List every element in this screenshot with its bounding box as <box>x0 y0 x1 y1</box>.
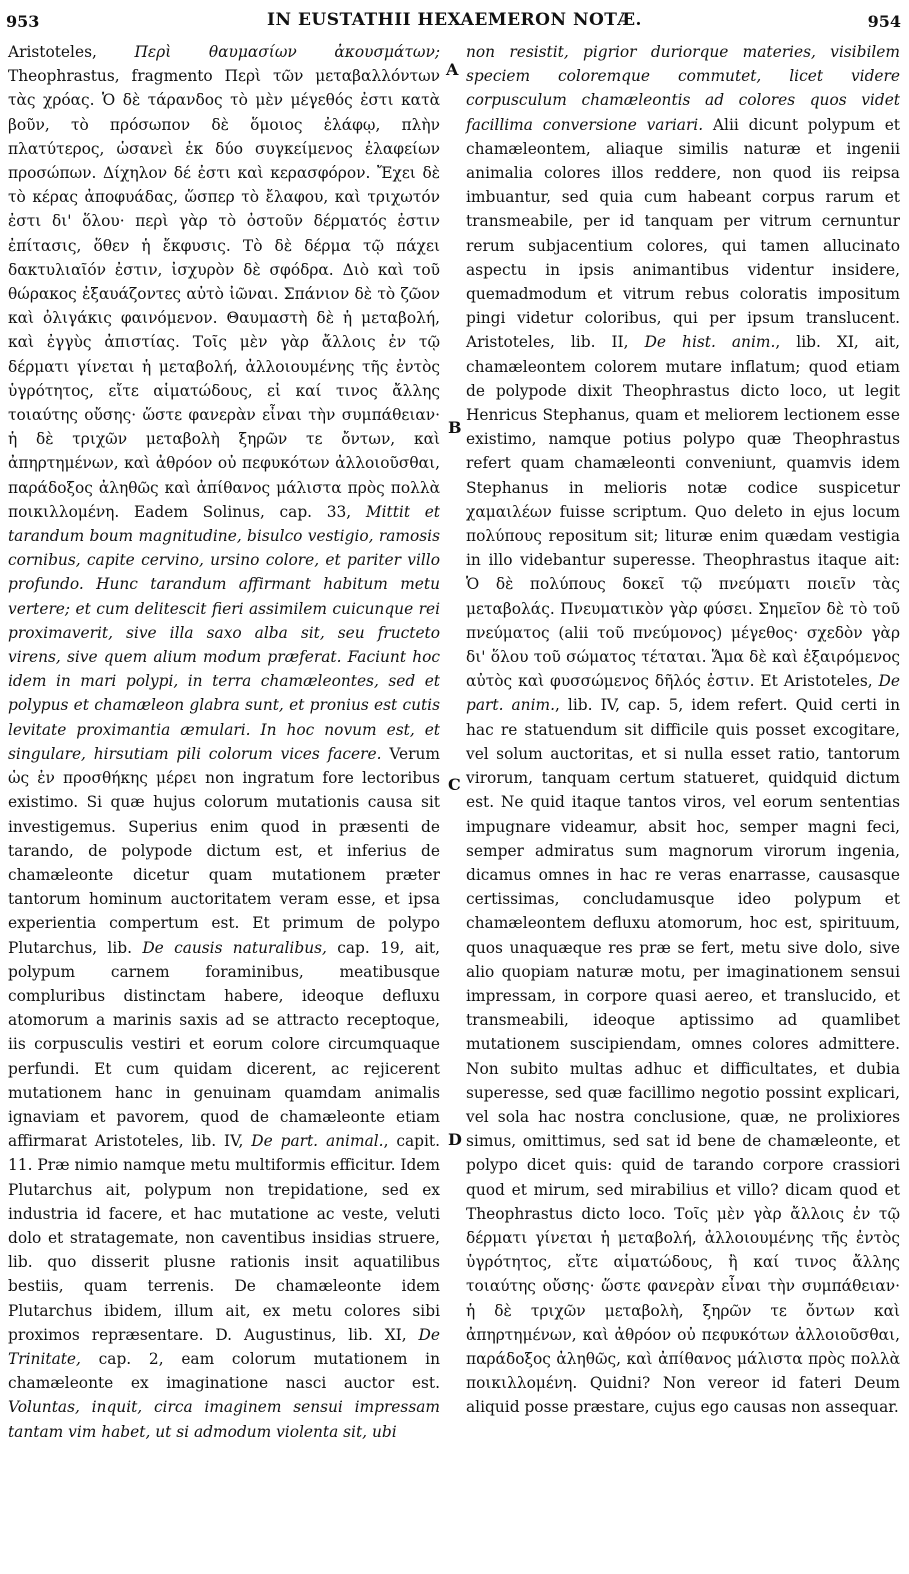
left-column-segment: Verum ὡς ἐν προσθήκης μέρει non ingratum fore lectoribus existimo. Si quæ hujus colorum mutationis causa sit investigemus. Superius enim quod in præsenti de tarando, de polypode dictum est, et inferius de chamæleonte dicetur quam mutationem præter tantorum hominum auctoritatem veram esse, et ipsa experientia compertum est. Et primum de polypo Plutarchus, lib. <box>8 744 440 957</box>
right-column-segment: De hist. anim. <box>644 333 776 352</box>
right-column-segment: , lib. IV, cap. 5, idem refert. Quid certi in hac re statuendum sit difficile quis posset excogitare, vel solum auctoritas, et si nulla esset ratio, tantorum virorum, tanquam certum statueret, quidquid dictum est. Ne quid itaque tantos viros, vel eorum sententias impugnare videamur, absit hoc, semper magni feci, semper admiratus sum magnorum virorum ingenia, dicamus omnes in hac re veras enarrasse, causasque certissimas, concludamusque ideo polypum et chamæleontem defluxu atomorum, hoc est, spirituum, quos unaquæque res præ se fert, metu sive dolo, sive alio quopiam naturæ motu, per imaginationem sensui impressam, in corpore quasi aereo, et translucido, et transmeabili, ideoque aptissimo ad quamlibet mutationem suscipiendam, omnes colores admittere. Non subito multas adhuc et difficultates, et dubia superesse, sed quæ facillimo negotio possint explicari, vel sola hac nostra conclusione, quæ, ne prolixiores simus, omittimus, sed sat id bene de chamæleonte, et polypo dicet quis: quid de tarando corpore crassiori quod et mirum, sed mirabilius et villo? dicam quod et Theophrastus dicto loco. Τοῖς μὲν γὰρ ἄλλοις ἐν τῷ δέρματι γίνεται ἡ μεταβολή, ἀλλοιουμένης τῆς ἐντὸς ὑγρότητος, εἴτε αἱματώδους, ἢ καί τινος ἄλλης τοιαύτης οὔσης· ὥστε φανερὰν εἶναι τὴν συμπάθειαν· ἡ δὲ τριχῶν μεταβολὴ, ξηρῶν τε ὄντων καὶ ἀπηρτημένων, καὶ ἀθρόον οὐ πεφυκότων ἀλλοιοῦσθαι, παράδοξος ἀληθῶς, καὶ ἀπίθανος μάλιστα πρὸς πολλὰ ποικιλλομένη. Quidni? Non vereor id fateri Deum aliquid posse præstare, cujus ego causas non assequar. <box>466 696 900 1417</box>
left-page-number: 953 <box>6 12 40 31</box>
left-column-segment: cap. 19, ait, polypum carnem foraminibus, meatibusque compluribus distinctam habere, ideoque defluxu atomorum a marinis saxis ad se attracto receptoque, iis corpusculis vestiri et eorum colore circumquaque perfundi. Et cum quidam dicerent, ac rejicerent mutationem hanc in genuinam quamdam animalis ignaviam et pavorem, quod de chamæleonte etiam affirmarat Aristoteles, lib. IV, <box>8 938 440 1151</box>
right-column-segment: , lib. XI, ait, chamæleontem colorem mutare inflatum; quod etiam de polypode dixit Theophrastus dicto loco, ut legit Henricus Stephanus, quam et meliorem lectionem esse existimo, namque potius polypo quæ Theophrastus refert quam chamæleonti conveniunt, quamvis idem Stephanus in melioris notæ codice suspicetur χαμαιλέων fuisse scriptum. Quo deleto in ejus locum πολύπους repositum sit; lituræ enim quædam vestigia in illo videbantur superesse. Theophrastus itaque ait: Ὁ δὲ πολύπους δοκεῖ τῷ πνεύματι ποιεῖν τὰς μεταβολάς. Πνευματικὸν γὰρ φύσει. Σημεῖον δὲ τὸ τοῦ πνεύματος (alii τοῦ πνεύμονος) μέγεθος· σχεδὸν γὰρ δι' ὅλου τοῦ σώματος τέταται. Ἅμα δὲ καὶ ἐξαιρόμενος αὐτὸς καὶ φυσσώμενος δῆλός ἐστιν. Et Aristoteles, <box>466 333 900 691</box>
left-column-paragraph <box>8 40 440 1444</box>
left-column-segment: Voluntas, inquit, circa imaginem sensui impressam tantam vim habet, ut si admodum violenta sit, ubi <box>8 1398 440 1441</box>
left-column-segment: cap. 2, eam colorum mutationem in chamæleonte ex imaginatione nasci auctor est. <box>8 1349 440 1393</box>
running-header <box>0 8 909 38</box>
left-column-segment: De Trinitate, <box>8 1325 440 1368</box>
right-column-segment: Alii dicunt polypum et chamæleontem, aliaque similis naturæ et ingenii animalia colores illos reddere, non quod iis reipsa imbuantur, sed quia cum habeant corpus rarum et transmeabile, per id tanquam per vitrum cernuntur rerum subjacentium colores, qui tamen allucinato aspectu in ipsis animantibus videntur insidere, quemadmodum et vitrum rebus coloratis impositum pingi videtur coloribus, qui per ipsum translucent. Aristoteles, lib. II, <box>466 115 900 352</box>
running-title: IN EUSTATHII HEXAEMERON NOTÆ. <box>267 10 642 30</box>
margin-marker-a: A <box>446 60 459 79</box>
left-column-segment: De causis naturalibus, <box>142 938 327 957</box>
left-column-segment: Theophrastus, fragmento Περὶ τῶν μεταβαλλόντων τὰς χρόας. Ὁ δὲ τάρανδος τὸ μὲν μέγεθός ἐστι κατὰ βοῦν, τὸ πρόσωπον δὲ ὅμοιος ἐλάφῳ, πλὴν πλατύτερος, ὡσανεὶ ἐκ δύο συγκείμενος ἐλαφείων προσώπων. Δίχηλον δέ ἐστι καὶ κερασφόρον. Ἔχει δὲ τὸ κέρας ἀποφυάδας, ὥσπερ τὸ ἔλαφου, καὶ τριχωτόν ἐστι δι' ὅλου· περὶ γὰρ τὸ ὀστοῦν δέρματός ἐστιν ἐπίτασις, ὅθεν ἡ ἔκφυσις. Τὸ δὲ δέρμα τῷ πάχει δακτυλιαῖόν ἐστιν, ἰσχυρὸν δὲ σφόδρα. Διὸ καὶ τοῦ θώρακος ἐξαυάζοντες αὐτὸ ἰῶναι. Σπάνιον δὲ τὸ ζῶον καὶ ὀλιγάκις φαινόμενον. Θαυμαστὴ δὲ ἡ μεταβολή, καὶ ἐγγὺς ἀπιστίας. Τοῖς μὲν γὰρ ἄλλοις ἐν τῷ δέρματι γίνεται ἡ μεταβολή, ἀλλοιουμένης τῆς ἐντὸς ὑγρότητος, εἴτε αἱματώδους, εἰ καί τινος ἄλλης τοιαύτης οὔσης· ὥστε φανερὰν εἶναι τὴν συμπάθειαν· ἡ δὲ τριχῶν μεταβολὴ ξηρῶν τε ὄντων, καὶ ἀπηρτημένων, καὶ ἀθρόον οὐ πεφυκότων ἀλλοιοῦσθαι, παράδοξος ἀληθῶς καὶ ἀπίθανος μάλιστα πρὸς πολλὰ ποικιλλομένη. Eadem Solinus, cap. 33, <box>8 67 440 521</box>
right-column-paragraph <box>466 40 900 1420</box>
right-page-number: 954 <box>867 12 901 31</box>
left-column-segment: Mittit et tarandum boum magnitudine, bisulco vestigio, ramosis cornibus, capite cervino, ursino colore, et pariter villo profundo. Hunc tarandum affirmant habitum metu vertere; et cum delitescit fieri assimilem cuicunque rei proximaverit, sive illa saxo alba sit, seu fructeto virens, sive quem alium modum præferat. Faciunt hoc idem in mari polypi, in terra chamæleontes, sed et polypus et chamæleon glabra sunt, et pronius est cutis levitate proximantia æmulari. In hoc novum est, et singulare, hirsutiam pili colorum vices facere. <box>8 502 440 763</box>
margin-marker-d: D <box>448 1130 462 1149</box>
right-text-column <box>466 40 900 1420</box>
left-column-segment: , capit. 11. Præ nimio namque metu multiformis efficitur. Idem Plutarchus ait, polypum non trepidatione, sed ex industria id facere, et hac mutatione ac veste, veluti dolo et stratagemate, non caventibus insidias struere, lib. quo disserit plusne rationis insit aquatilibus bestiis, quam terrenis. De chamæleonte idem Plutarchus ibidem, illum ait, ex metu colores sibi proximos repræsentare. D. Augustinus, lib. XI, <box>8 1132 440 1344</box>
left-column-segment: De part. animal. <box>251 1132 384 1151</box>
left-column-segment: Aristoteles, <box>8 43 135 61</box>
margin-marker-c: C <box>448 775 461 794</box>
left-column-segment: Περὶ θαυμασίων ἀκουσμάτων; <box>134 43 440 61</box>
margin-marker-b: B <box>448 418 462 437</box>
right-column-segment: non resistit, pigrior duriorque materies, visibilem speciem coloremque commutet, licet videre corpusculum chamæleontis ad colores quos videt facillima conversione variari. <box>466 43 900 134</box>
right-column-segment: De part. anim. <box>466 672 900 715</box>
left-text-column <box>8 40 440 1444</box>
